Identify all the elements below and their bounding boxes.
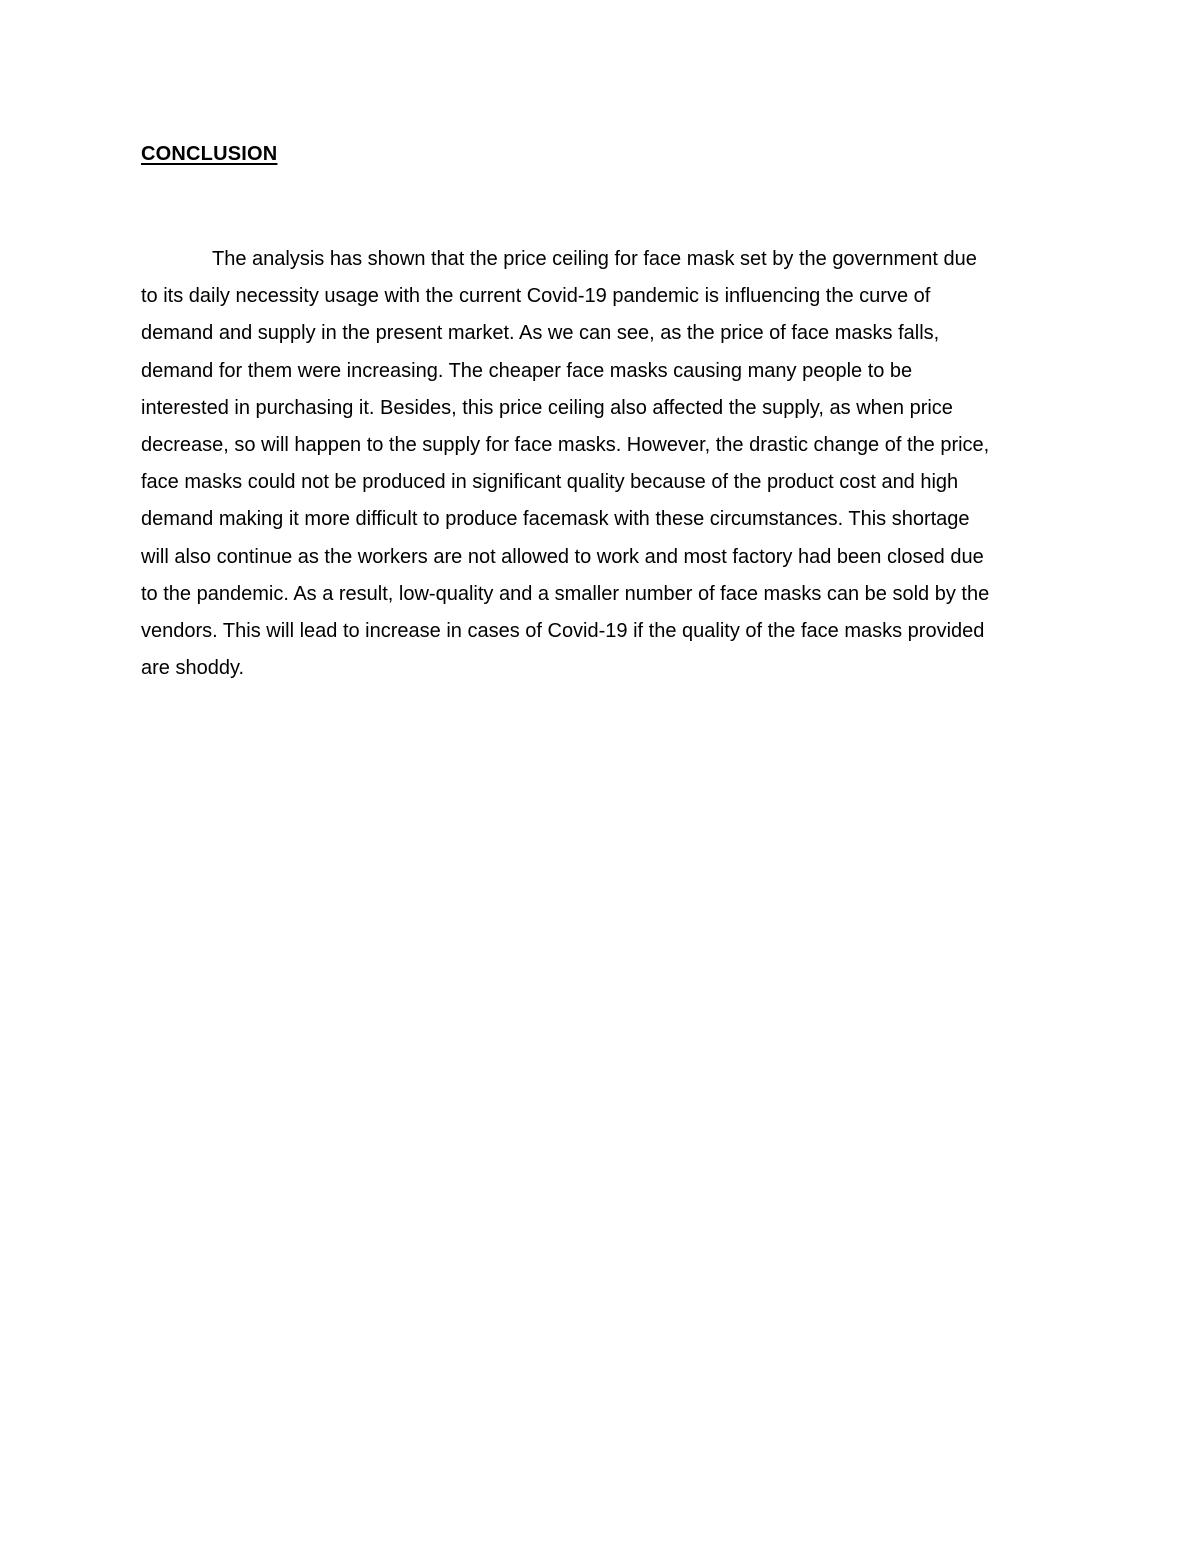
paragraph-line: face masks could not be produced in significant quality because of the product cost and high — [141, 471, 959, 494]
paragraph-line: vendors. This will lead to increase in cases of Covid-19 if the quality of the face masks provided — [141, 619, 985, 642]
paragraph-line: interested in purchasing it. Besides, this price ceiling also affected the supply, as when price — [141, 396, 953, 419]
paragraph-line: demand making it more difficult to produce facemask with these circumstances. This shortage — [141, 508, 970, 531]
paragraph-line: to its daily necessity usage with the current Covid-19 pandemic is influencing the curve of — [141, 285, 931, 308]
paragraph-line: demand for them were increasing. The cheaper face masks causing many people to be — [141, 359, 913, 382]
paragraph-line: are shoddy. — [141, 657, 245, 680]
paragraph-line: The analysis has shown that the price ceiling for face mask set by the government due — [212, 248, 977, 270]
conclusion-paragraph — [141, 241, 1081, 687]
paragraph-line: to the pandemic. As a result, low-quality and a smaller number of face masks can be sold by the — [141, 582, 990, 605]
paragraph-line: will also continue as the workers are not allowed to work and most factory had been closed due — [141, 545, 984, 568]
paragraph-line: decrease, so will happen to the supply for face masks. However, the drastic change of the price, — [141, 433, 990, 456]
section-heading: CONCLUSION — [141, 143, 278, 165]
paragraph-line: demand and supply in the present market. As we can see, as the price of face masks falls, — [141, 322, 940, 345]
